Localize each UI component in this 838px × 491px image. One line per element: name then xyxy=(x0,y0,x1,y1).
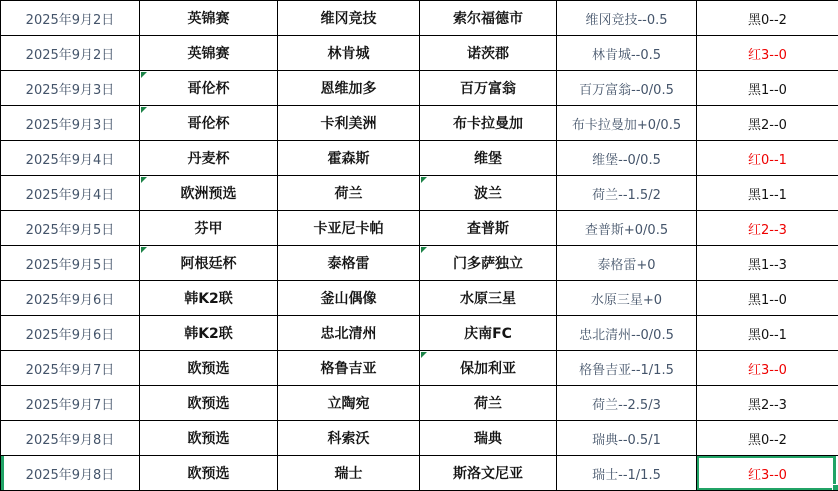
handicap-cell[interactable]: 维冈竞技--0.5 xyxy=(557,1,697,36)
table-row xyxy=(1,106,838,141)
league-cell[interactable]: 韩K2联 xyxy=(140,316,278,351)
date-cell[interactable]: 2025年9月6日 xyxy=(1,281,140,316)
league-cell[interactable]: 阿根廷杯 xyxy=(140,246,278,281)
date-cell[interactable]: 2025年9月7日 xyxy=(1,386,140,421)
table-row xyxy=(1,281,838,316)
date-cell[interactable]: 2025年9月3日 xyxy=(1,71,140,106)
date-cell[interactable]: 2025年9月4日 xyxy=(1,141,140,176)
table-row xyxy=(1,386,838,421)
league-cell[interactable]: 哥伦杯 xyxy=(140,106,278,141)
result-cell[interactable]: 黑2--0 xyxy=(697,106,838,141)
handicap-cell[interactable]: 林肯城--0.5 xyxy=(557,36,697,71)
handicap-cell[interactable]: 维堡--0/0.5 xyxy=(557,141,697,176)
error-flag-icon xyxy=(421,352,427,358)
home-team-cell[interactable]: 卡亚尼卡帕 xyxy=(278,211,420,246)
away-team-cell[interactable]: 水原三星 xyxy=(420,281,557,316)
home-team-cell[interactable]: 恩维加多 xyxy=(278,71,420,106)
home-team-cell[interactable]: 科索沃 xyxy=(278,421,420,456)
date-cell[interactable]: 2025年9月6日 xyxy=(1,316,140,351)
league-cell[interactable]: 英锦赛 xyxy=(140,36,278,71)
table-row xyxy=(1,456,838,491)
result-cell[interactable]: 红0--1 xyxy=(697,141,838,176)
away-team-cell[interactable]: 索尔福德市 xyxy=(420,1,557,36)
table-row xyxy=(1,351,838,386)
league-cell[interactable]: 欧预选 xyxy=(140,421,278,456)
home-team-cell[interactable]: 霍森斯 xyxy=(278,141,420,176)
handicap-cell[interactable]: 忠北清州--0/0.5 xyxy=(557,316,697,351)
away-team-cell[interactable]: 荷兰 xyxy=(420,386,557,421)
league-cell[interactable]: 丹麦杯 xyxy=(140,141,278,176)
away-team-cell[interactable]: 诺茨郡 xyxy=(420,36,557,71)
league-cell[interactable]: 欧预选 xyxy=(140,456,278,491)
date-cell[interactable]: 2025年9月2日 xyxy=(1,1,140,36)
result-cell[interactable]: 黑0--2 xyxy=(697,421,838,456)
handicap-cell[interactable]: 格鲁吉亚--1/1.5 xyxy=(557,351,697,386)
table-row xyxy=(1,1,838,36)
league-cell[interactable]: 欧洲预选 xyxy=(140,176,278,211)
home-team-cell[interactable]: 荷兰 xyxy=(278,176,420,211)
handicap-cell[interactable]: 荷兰--2.5/3 xyxy=(557,386,697,421)
table-row xyxy=(1,36,838,71)
league-cell[interactable]: 哥伦杯 xyxy=(140,71,278,106)
table-row xyxy=(1,176,838,211)
table-row xyxy=(1,141,838,176)
error-flag-icon xyxy=(421,247,427,253)
date-cell[interactable]: 2025年9月4日 xyxy=(1,176,140,211)
home-team-cell[interactable]: 维冈竞技 xyxy=(278,1,420,36)
result-cell[interactable]: 黑2--3 xyxy=(697,386,838,421)
result-cell[interactable]: 黑1--0 xyxy=(697,281,838,316)
home-team-cell[interactable]: 瑞士 xyxy=(278,456,420,491)
home-team-cell[interactable]: 忠北清州 xyxy=(278,316,420,351)
result-cell[interactable]: 黑0--1 xyxy=(697,316,838,351)
handicap-cell[interactable]: 荷兰--1.5/2 xyxy=(557,176,697,211)
result-cell[interactable]: 黑1--1 xyxy=(697,176,838,211)
home-team-cell[interactable]: 林肯城 xyxy=(278,36,420,71)
result-cell[interactable]: 红3--0 xyxy=(697,456,838,491)
table-row xyxy=(1,246,838,281)
date-cell[interactable]: 2025年9月2日 xyxy=(1,36,140,71)
away-team-cell[interactable]: 百万富翁 xyxy=(420,71,557,106)
home-team-cell[interactable]: 立陶宛 xyxy=(278,386,420,421)
league-cell[interactable]: 欧预选 xyxy=(140,386,278,421)
away-team-cell[interactable]: 查普斯 xyxy=(420,211,557,246)
error-flag-icon xyxy=(141,247,147,253)
date-cell[interactable]: 2025年9月7日 xyxy=(1,351,140,386)
handicap-cell[interactable]: 瑞典--0.5/1 xyxy=(557,421,697,456)
result-cell[interactable]: 黑0--2 xyxy=(697,1,838,36)
handicap-cell[interactable]: 瑞士--1/1.5 xyxy=(557,456,697,491)
table-row xyxy=(1,421,838,456)
away-team-cell[interactable]: 瑞典 xyxy=(420,421,557,456)
result-cell[interactable]: 红3--0 xyxy=(697,351,838,386)
handicap-cell[interactable]: 水原三星+0 xyxy=(557,281,697,316)
handicap-cell[interactable]: 百万富翁--0/0.5 xyxy=(557,71,697,106)
date-cell[interactable]: 2025年9月8日 xyxy=(1,421,140,456)
away-team-cell[interactable]: 波兰 xyxy=(420,176,557,211)
result-cell[interactable]: 红3--0 xyxy=(697,36,838,71)
date-cell[interactable]: 2025年9月5日 xyxy=(1,211,140,246)
league-cell[interactable]: 韩K2联 xyxy=(140,281,278,316)
result-cell[interactable]: 黑1--0 xyxy=(697,71,838,106)
table-row xyxy=(1,316,838,351)
error-flag-icon xyxy=(141,72,147,78)
date-cell[interactable]: 2025年9月5日 xyxy=(1,246,140,281)
result-cell[interactable]: 红2--3 xyxy=(697,211,838,246)
home-team-cell[interactable]: 卡利美洲 xyxy=(278,106,420,141)
result-cell[interactable]: 黑1--3 xyxy=(697,246,838,281)
league-cell[interactable]: 欧预选 xyxy=(140,351,278,386)
away-team-cell[interactable]: 维堡 xyxy=(420,141,557,176)
home-team-cell[interactable]: 泰格雷 xyxy=(278,246,420,281)
away-team-cell[interactable]: 布卡拉曼加 xyxy=(420,106,557,141)
home-team-cell[interactable]: 格鲁吉亚 xyxy=(278,351,420,386)
handicap-cell[interactable]: 布卡拉曼加+0/0.5 xyxy=(557,106,697,141)
away-team-cell[interactable]: 斯洛文尼亚 xyxy=(420,456,557,491)
home-team-cell[interactable]: 釜山偶像 xyxy=(278,281,420,316)
away-team-cell[interactable]: 保加利亚 xyxy=(420,351,557,386)
selection-border xyxy=(697,456,837,491)
fill-handle[interactable] xyxy=(832,484,838,491)
error-flag-icon xyxy=(141,107,147,113)
handicap-cell[interactable]: 查普斯+0/0.5 xyxy=(557,211,697,246)
row-selection-edge xyxy=(1,456,4,491)
table-row xyxy=(1,71,838,106)
league-cell[interactable]: 英锦赛 xyxy=(140,1,278,36)
away-team-cell[interactable]: 庆南FC xyxy=(420,316,557,351)
error-flag-icon xyxy=(141,177,147,183)
handicap-cell[interactable]: 泰格雷+0 xyxy=(557,246,697,281)
table-row xyxy=(1,211,838,246)
error-flag-icon xyxy=(421,177,427,183)
away-team-cell[interactable]: 门多萨独立 xyxy=(420,246,557,281)
league-cell[interactable]: 芬甲 xyxy=(140,211,278,246)
date-cell[interactable]: 2025年9月8日 xyxy=(1,456,140,491)
date-cell[interactable]: 2025年9月3日 xyxy=(1,106,140,141)
